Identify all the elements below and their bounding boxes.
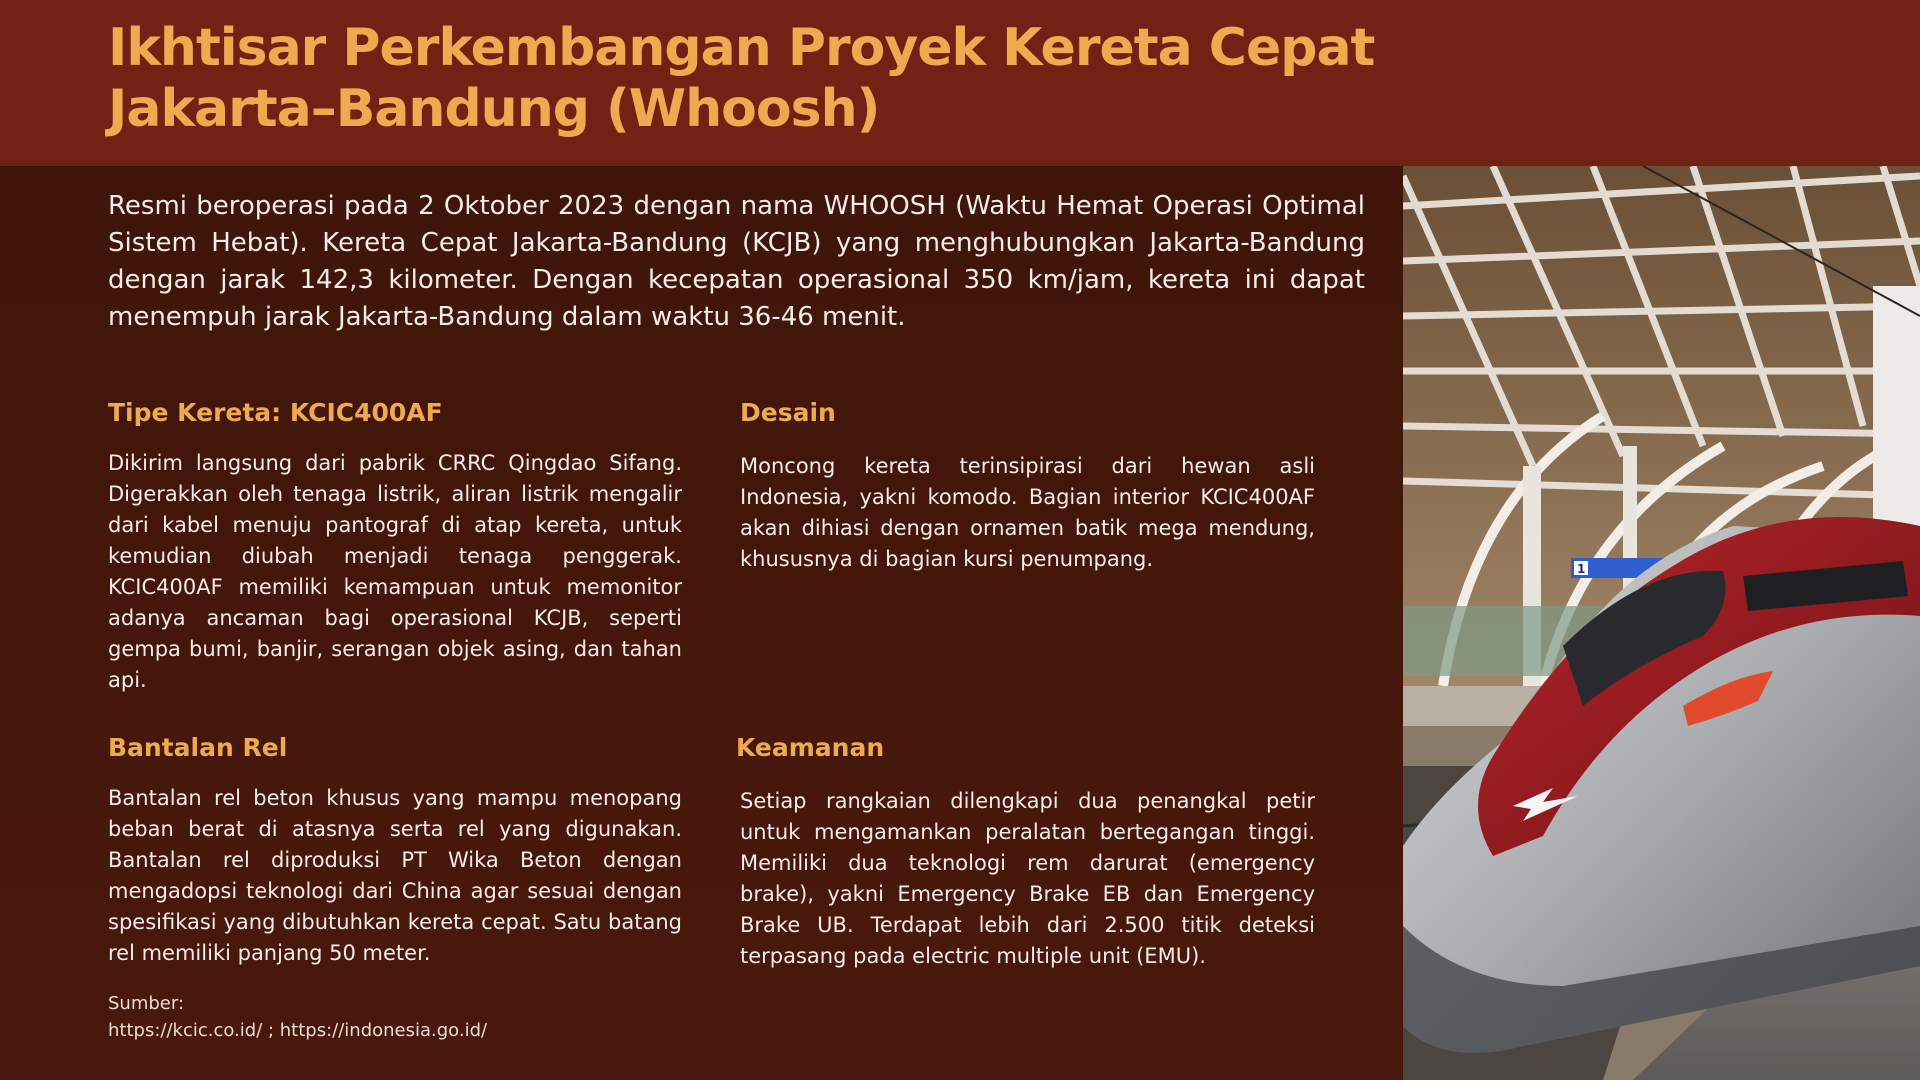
section-body-safety: Setiap rangkaian dilengkapi dua penangkal petir untuk mengamankan peralatan bertegangan tinggi. Memiliki dua teknologi rem darurat (emergency brake), yakni Emergency Brake EB dan Emergency Brake UB. Terdapat lebih dari 2.500 titik deteksi terpasang pada electric multiple unit (EMU).	[740, 789, 1315, 968]
section-heading-safety: Keamanan	[736, 733, 885, 762]
section-heading-train-type: Tipe Kereta: KCIC400AF	[108, 398, 443, 427]
section-heading-design: Desain	[740, 398, 836, 427]
source-links: https://kcic.co.id/ ; https://indonesia.go.id/	[108, 1020, 488, 1041]
train-station-photo	[1403, 166, 1920, 1080]
header-bar	[0, 0, 1920, 166]
section-heading-rail-sleepers: Bantalan Rel	[108, 733, 288, 762]
content-panel	[0, 166, 1403, 1080]
intro-paragraph: Resmi beroperasi pada 2 Oktober 2023 dengan nama WHOOSH (Waktu Hemat Operasi Optimal Sistem Hebat). Kereta Cepat Jakarta-Bandung (KCJB) yang menghubungkan Jakarta-Bandung dengan jarak 142,3 kilometer. Dengan kecepatan operasional 350 km/jam, kereta ini dapat menempuh jarak Jakarta-Bandung dalam waktu 36-46 menit.	[108, 191, 1365, 332]
page-title: Ikhtisar Perkembangan Proyek Kereta Cepat Jakarta–Bandung (Whoosh)	[108, 18, 1375, 139]
section-body-rail-sleepers: Bantalan rel beton khusus yang mampu menopang beban berat di atasnya serta rel yang digunakan. Bantalan rel diproduksi PT Wika Beton dengan mengadopsi teknologi dari China agar sesuai dengan spesifikasi yang dibutuhkan kereta cepat. Satu batang rel memiliki panjang 50 meter.	[108, 786, 682, 965]
source-citation	[108, 990, 487, 1044]
platform-sign-number: 1	[1577, 562, 1586, 576]
source-label: Sumber:	[108, 993, 185, 1014]
section-body-train-type: Dikirim langsung dari pabrik CRRC Qingdao Sifang. Digerakkan oleh tenaga listrik, aliran listrik mengalir dari kabel menuju pantograf di atap kereta, untuk kemudian diubah menjadi tenaga penggerak. KCIC400AF memiliki kemampuan untuk memonitor adanya ancaman bagi operasional KCJB, seperti gempa bumi, banjir, serangan objek asing, dan tahan api.	[108, 451, 682, 692]
section-body-design: Moncong kereta terinsipirasi dari hewan asli Indonesia, yakni komodo. Bagian interior KCIC400AF akan dihiasi dengan ornamen batik mega mendung, khususnya di bagian kursi penumpang.	[740, 454, 1315, 571]
